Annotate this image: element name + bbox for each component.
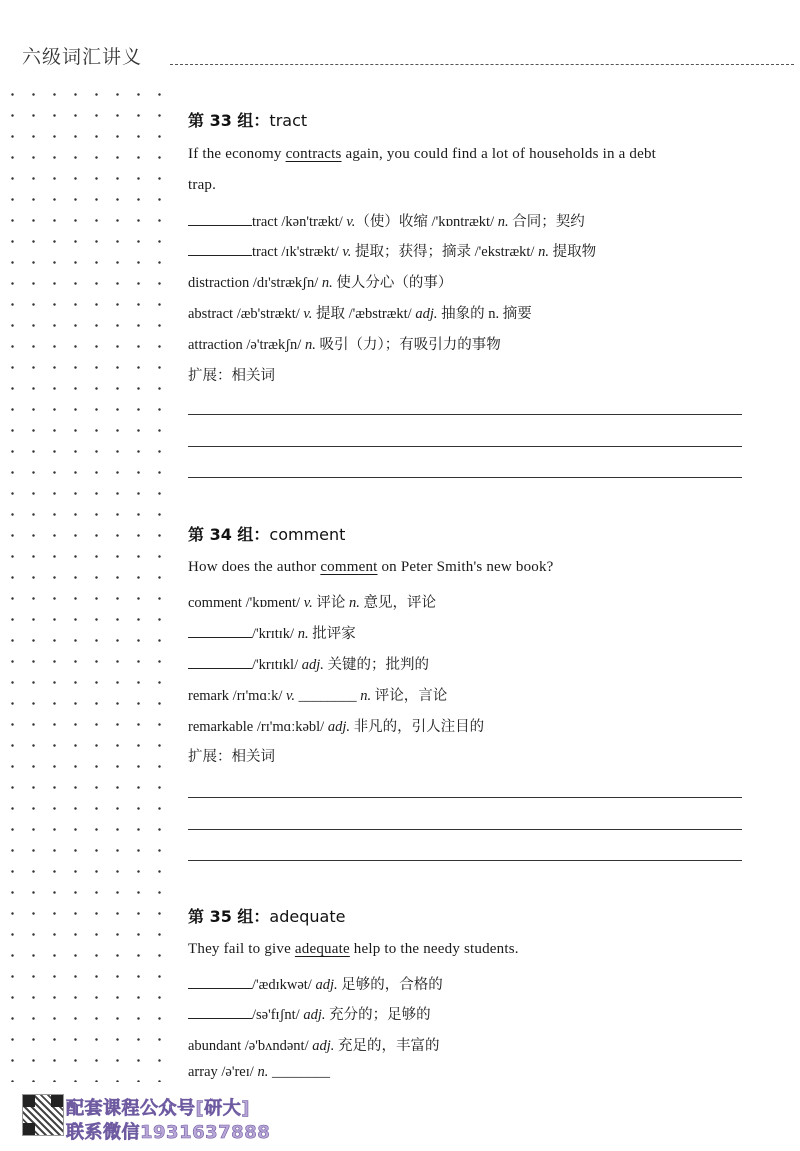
group-number: 第 34 组： <box>188 525 270 544</box>
fill-blank[interactable] <box>188 656 252 669</box>
entry-line: array /ə'reɪ/ n. ________ <box>188 1064 330 1080</box>
entry-line: tract /ɪk'strækt/ v. 提取；获得；摘录 /'ekstrækt/ n. 提取物 <box>188 240 596 261</box>
writing-line[interactable] <box>188 414 742 415</box>
group-title <box>188 904 345 927</box>
entry-line: /'krɪtɪk/ n. 批评家 <box>188 622 356 643</box>
example-sentence: How does the author comment on Peter Smith's new book? <box>188 559 554 575</box>
fill-blank[interactable] <box>188 625 252 638</box>
entry-line: /'ædɪkwət/ adj. 足够的，合格的 <box>188 973 443 994</box>
writing-line[interactable] <box>188 477 742 478</box>
example-sentence: If the economy contracts again, you could find a lot of households in a debt <box>188 146 657 162</box>
entry-line: tract /kən'trækt/ v.（使）收缩 /'kɒntrækt/ n. 合同；契约 <box>188 210 585 231</box>
footer-watermark-line1: 配套课程公众号[研大] <box>66 1098 250 1119</box>
group-word: comment <box>269 525 346 544</box>
header-rule <box>170 64 794 65</box>
dot-grid-margin <box>0 82 172 1082</box>
example-keyword: contracts <box>285 146 342 162</box>
example-keyword: comment <box>320 559 378 575</box>
qr-code-icon <box>22 1094 64 1136</box>
group-number: 第 35 组： <box>188 907 270 926</box>
fill-blank[interactable] <box>188 976 252 989</box>
expand-label: 扩展：相关词 <box>188 749 275 765</box>
group-word: adequate <box>269 907 346 926</box>
entry-line: abstract /æb'strækt/ v. 提取 /'æbstrækt/ adj. 抽象的 n. 摘要 <box>188 306 532 322</box>
example-sentence: They fail to give adequate help to the needy students. <box>188 941 519 957</box>
entry-line: comment /'kɒment/ v. 评论 n. 意见，评论 <box>188 595 436 611</box>
fill-blank[interactable] <box>188 243 252 256</box>
group-number: 第 33 组： <box>188 111 270 130</box>
group-title <box>188 522 345 545</box>
entry-line: /'krɪtɪkl/ adj. 关键的；批判的 <box>188 653 429 674</box>
group-word: tract <box>269 111 308 130</box>
example-keyword: adequate <box>294 941 350 957</box>
entry-line: attraction /ə'trækʃn/ n. 吸引（力）；有吸引力的事物 <box>188 337 501 353</box>
fill-blank[interactable] <box>188 1006 252 1019</box>
writing-line[interactable] <box>188 860 742 861</box>
entry-line: remark /rɪ'mɑːk/ v. ________ n. 评论，言论 <box>188 688 448 704</box>
page-header-title: 六级词汇讲义 <box>22 46 143 68</box>
entry-line: remarkable /rɪ'mɑːkəbl/ adj. 非凡的，引人注目的 <box>188 719 485 735</box>
entry-line: distraction /dɪ'strækʃn/ n. 使人分心（的事） <box>188 275 453 291</box>
entry-line: /sə'fɪʃnt/ adj. 充分的；足够的 <box>188 1003 431 1024</box>
group-title <box>188 108 307 131</box>
example-sentence-cont: trap. <box>188 177 217 193</box>
writing-line[interactable] <box>188 829 742 830</box>
fill-blank[interactable] <box>188 213 252 226</box>
footer-watermark-line2: 联系微信1931637888 <box>66 1122 271 1143</box>
expand-label: 扩展：相关词 <box>188 368 275 384</box>
entry-line: abundant /ə'bʌndənt/ adj. 充足的，丰富的 <box>188 1038 440 1054</box>
writing-line[interactable] <box>188 446 742 447</box>
writing-line[interactable] <box>188 797 742 798</box>
